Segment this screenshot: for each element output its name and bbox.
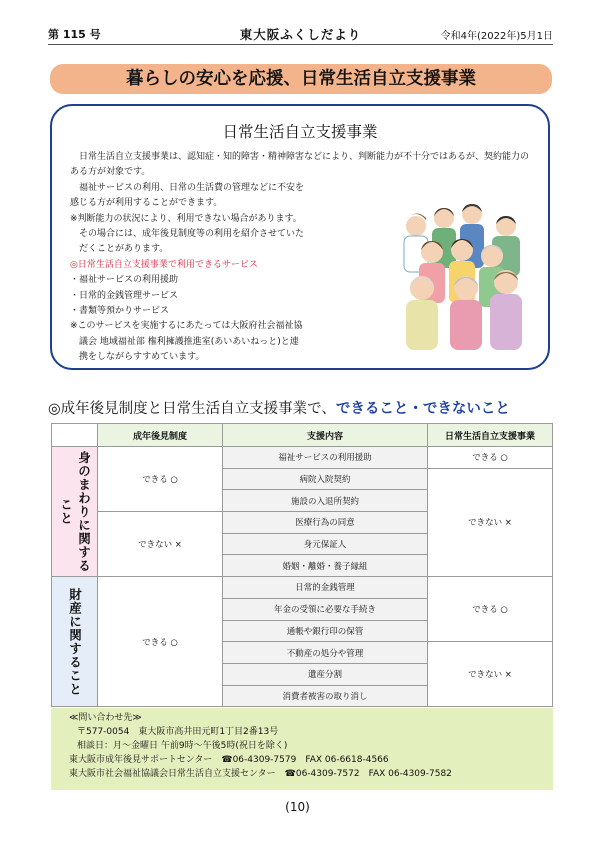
support-item: 遺産分割 [223, 663, 428, 685]
contact-heading: ≪問い合わせ先≫ [69, 713, 142, 723]
guardian-cell: できる ○ [98, 447, 223, 512]
daily-cell: できない × [428, 642, 553, 707]
group-label-cell [52, 577, 98, 707]
note-partner-line-1: ※このサービスを実施するにあたっては大阪府社会福祉協 [70, 321, 303, 332]
article-banner: 暮らしの安心を応援、日常生活自立支援事業 [50, 64, 552, 94]
page-header [48, 22, 553, 45]
note-referral-line-2: だくことがあります。 [79, 244, 169, 255]
service-item: ・福祉サービスの利用援助 [70, 275, 179, 286]
note-referral-line-1: その場合には、成年後見制度等の利用を紹介させていた [79, 229, 305, 240]
group-label-cell [52, 447, 98, 577]
person-front-right [490, 270, 522, 350]
contact-box [51, 708, 553, 790]
issue-number: 第 115 号 [48, 28, 101, 41]
daily-cell: できない × [428, 468, 553, 576]
support-item: 施設の入退所契約 [223, 490, 428, 512]
support-item: 不動産の処分や管理 [223, 642, 428, 664]
contact-address: 〒577-0054 東大阪市高井田元町1丁目2番13号 [77, 726, 279, 737]
service-item: ・日常的金銭管理サービス [70, 290, 179, 301]
page-number: (10) [285, 800, 310, 814]
note-partner-line-2: 議会 地域福祉部 権利擁護推進室(あいあいねっと)と連 [79, 336, 299, 347]
comparison-table [51, 423, 553, 707]
column-header: 日常生活自立支援事業 [428, 424, 553, 447]
guardian-cell: できる ○ [98, 577, 223, 707]
support-item: 年金の受領に必要な手続き [223, 598, 428, 620]
services-heading: ◎日常生活自立支援事業で利用できるサービス [70, 259, 258, 270]
support-item: 婚姻・離婚・養子縁組 [223, 555, 428, 577]
newsletter-title: 東大阪ふくしだより [239, 27, 362, 42]
comparison-heading [48, 397, 510, 418]
group-label: 身のまわりに関すること [58, 450, 92, 573]
group-label: 財産に関すること [67, 587, 83, 696]
people-illustration [382, 196, 542, 356]
note-capacity: ※判断能力の状況により、利用できない場合があります。 [70, 213, 302, 224]
eligibility-line-1: 福祉サービスの利用、日常の生活費の管理などに不安を [79, 182, 305, 193]
table-corner-cell [52, 424, 98, 447]
support-item: 消費者被害の取り消し [223, 685, 428, 707]
daily-cell: できる ○ [428, 447, 553, 469]
contact-hours: 相談日：月～金曜日 午前9時～午後5時(祝日を除く) [77, 740, 288, 751]
intro-paragraph: 日常生活自立支援事業は、認知症・知的障害・精神障害などにより、判断能力が不十分ではあるが、契約能力のある方が対象です。 [70, 152, 530, 178]
info-box-title: 日常生活自立支援事業 [222, 123, 378, 141]
guardian-cell: できない × [98, 512, 223, 577]
contact-line: 東大阪市社会福祉協議会日常生活自立支援センター ☎06-4309-7572 FAX 06-4309-7582 [69, 768, 452, 779]
column-header: 成年後見制度 [98, 424, 223, 447]
table-row [52, 447, 553, 469]
daily-cell: できる ○ [428, 577, 553, 642]
support-item: 通帳や銀行印の保管 [223, 620, 428, 642]
contact-line: 東大阪市成年後見サポートセンター ☎06-4309-7579 FAX 06-6618-4566 [69, 754, 389, 765]
issue-date: 令和4年(2022年)5月1日 [440, 31, 553, 42]
person-front-center [450, 276, 482, 350]
support-item: 日常的金銭管理 [223, 577, 428, 599]
support-item: 福祉サービスの利用援助 [223, 447, 428, 469]
comparison-heading-text: ◎成年後見制度と日常生活自立支援事業で、 [48, 401, 336, 417]
eligibility-line-2: 感じる方が利用することができます。 [70, 198, 223, 209]
support-item: 病院入院契約 [223, 468, 428, 490]
comparison-heading-highlight: できること・できないこと [335, 401, 510, 417]
service-item: ・書類等預かりサービス [70, 306, 170, 317]
column-header: 支援内容 [223, 424, 428, 447]
support-item: 身元保証人 [223, 533, 428, 555]
person-front-left [406, 276, 438, 350]
note-partner-line-3: 携をしながらすすめています。 [79, 352, 205, 363]
table-row [52, 577, 553, 599]
table-header-row [52, 424, 553, 447]
support-item: 医療行為の同意 [223, 512, 428, 534]
